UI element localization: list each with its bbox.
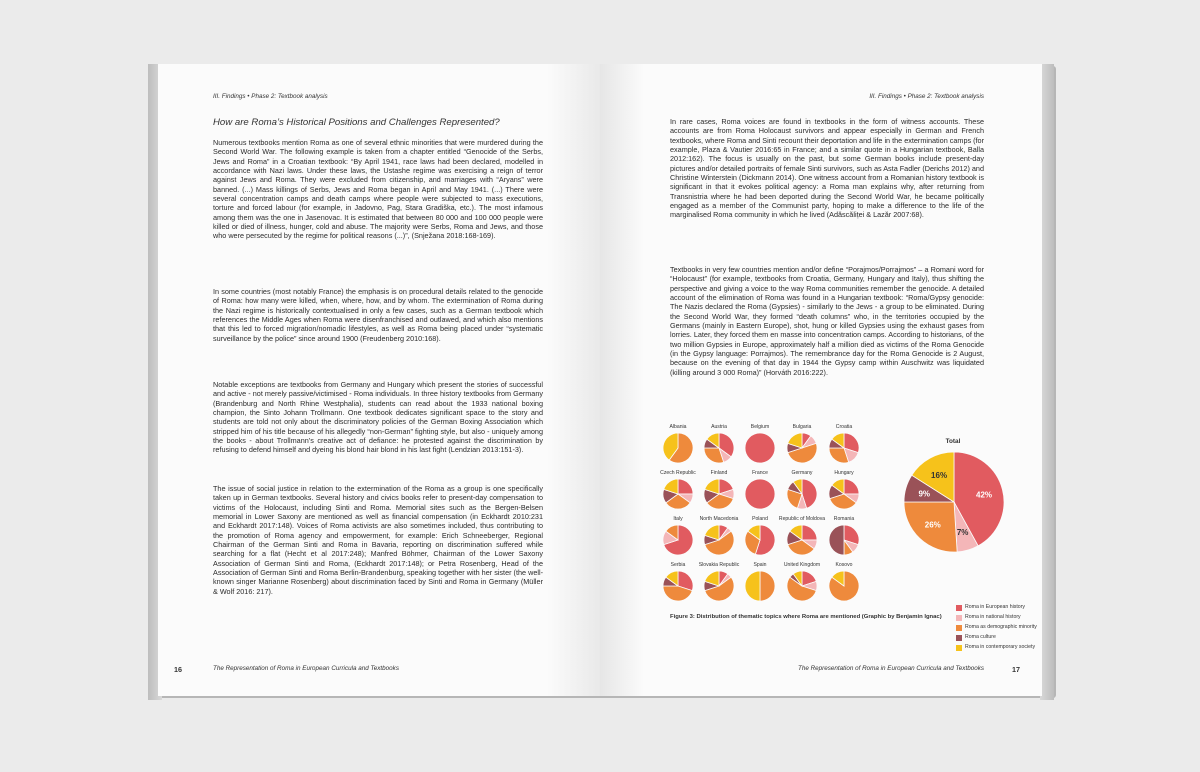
pie-country-label: Spain (753, 562, 767, 568)
footer-title: The Representation of Roma in European Curricula and Textbooks (213, 665, 399, 672)
legend-label: Roma in contemporary society (965, 644, 1036, 650)
paragraph: The issue of social justice in relation to the extermination of the Roma as a group is one specifically taken up in German textbooks. Several history and civics books refer to present-day compensation to victims of the Holocaust, including Sinti and Roma. Memorial sites such as the Bergen-Belsen memorial in Lower Saxony are mentioned as well as financial compensation (in Eckhardt 2010:231 and Eckhardt 2017:148). Voices of Roma activists are also sometimes included, thus contributing to the promotion of Roma agency and empowerment, for example: Erich Schneeberger, Regional Chairman of the German Sinti and Roma in Bavaria, reporting on discrimination suffered while searching for a flat (Hecht et al 2017:248); Manfred Böhmer, Chairman of the Lower Saxony Association of German Sinti and Roma, (Eckhardt 2017:148); or Petra Rosenberg, Head of the Association of German Sinti and Roma Berlin-Brandenburg, speaking together with her sister (the well-known singer Marianne Rosenberg) about discrimination faced by Sinti and Roma in Germany (Müller & Wolf 2016: 217). (213, 484, 543, 596)
legend-swatch (956, 635, 962, 641)
pie-slice (678, 479, 693, 494)
pie-slice (745, 571, 760, 601)
running-head: III. Findings • Phase 2: Textbook analysis (869, 93, 984, 100)
pie-slice (760, 571, 775, 601)
country-pie (744, 524, 776, 556)
country-pie (662, 570, 694, 602)
country-pie (828, 432, 860, 464)
pie-country-label: Belgium (750, 424, 770, 430)
pie-country-label: Finland (710, 470, 728, 476)
running-head: III. Findings • Phase 2: Textbook analysis (213, 93, 328, 100)
country-pie (786, 478, 818, 510)
country-pie (744, 478, 776, 510)
pie-country-label: Serbia (670, 562, 686, 568)
figure-pie-charts (660, 424, 1037, 650)
country-pie (828, 524, 860, 556)
legend-label: Roma culture (965, 634, 996, 640)
pie-data-label: 16% (931, 470, 948, 480)
pie-slice (802, 525, 817, 540)
pie-slice (829, 525, 844, 555)
paragraph: Numerous textbooks mention Roma as one of several ethnic minorities that were murdered during the Second World War. The following example is taken from a chapter entitled “Genocide of the Serbs, Jews and Roma” in a Croatian textbook: “By April 1941, race laws had been declared, modelled in accordance with Nazi laws. Under these laws, the Ustashe regime was exercising a reign of terror against Jews and Roma. They were excluded from citizenship, and marriages with “Aryans” were banned. (...) Mass killings of Serbs, Jews and Roma began in April and May 1941. (...) There were several concentration camps and death camps where people were subjected to mass executions, torture and forced labour (for example, in Jadovno, Pag, Stara Gradiška, etc.). The most infamous among them was the one in Jasenovac. It is estimated that between 80 000 and 100 000 people were killed or died of illness, hunger, cold and abuse. The majority were Serbs, Roma and Jews, and those who were persecuted by the regime for political reasons (...)”, (Snježana 2018:168-169). (213, 138, 543, 241)
pie-country-label: Kosovo (835, 562, 853, 568)
paragraph: Textbooks in very few countries mention and/or define “Porajmos/Porrajmos” – a Romani word for “Holocaust” (for example, textbooks from Croatia, Germany, Hungary and Italy), thus shifting the perspective and giving a voice to the way Roma communities remember the genocide. A detailed account of the elimination of Roma was found in a Hungarian textbook: “Roma/Gypsy genocide: The Nazis declared the Roma (Gypsies) - similarly to the Jews - a group to be eliminated. During the Second World War, they formed “death columns” who, in the territories occupied by the Germans (mainly in Eastern Europe), shot, hung or killed Gypsies using the exhaust gases from lorries. Later, they forced them en masse into concentration camps. According to historians, of the two million Gypsies in Europe, approximately half a million died as victims of the Roma Genocide (in the Gypsy language: Porrajmos). The remembrance day for the Roma Genocide is 2 August, because on the evening of that day in 1944 the Gypsy camp within Auschwitz was liquidated (killing around 3 000 Roma)” (Horváth 2016:222). (670, 265, 984, 377)
pie-country-label: North Macedonia (699, 516, 739, 522)
pie-data-label: 9% (918, 489, 931, 499)
pie-country-label: Albania (669, 424, 687, 430)
legend-label: Roma in European history (965, 604, 1025, 610)
paragraph: In rare cases, Roma voices are found in textbooks in the form of witness accounts. These accounts are from Roma Holocaust survivors and appear especially in German and French textbooks, where Roma and Sinti recount their deportation and life in the extermination camps (for example, Plaza & Vautier 2016:65 in France; and a similar quote in a Hungarian textbook, Balla 2012:162). The focus is usually on the past, but some German books include present-day pictures and/or detailed portraits of female Sinti survivors, such as Asta Fadler (Derichs 2012) and Christine Winterstein (Dickmann 2014). One witness account from a Romanian history textbook is significant in that it evokes political agency: a Roma man explains why, after returning from Transnistria where he had been deported during the Second World War, he became politically engaged as a member of the Communist party, hoping to make a difference to the life of the marginalised Roma community in which he lived (Adăscăliței & Lazăr 2007:68). (670, 117, 984, 220)
legend-swatch (956, 625, 962, 631)
pie-country-label: France (752, 470, 768, 476)
total-pie-title: Total (945, 438, 961, 445)
country-pie (828, 478, 860, 510)
pie-country-label: Slovakia Republic (698, 562, 740, 568)
legend-item (956, 634, 1042, 642)
pie-data-label: 42% (976, 490, 993, 500)
pie-data-label: 26% (924, 520, 941, 530)
pie-country-label: Bulgaria (792, 424, 812, 430)
legend-label: Roma as demographic minority (965, 624, 1037, 630)
country-pie (786, 432, 818, 464)
country-pie (703, 524, 735, 556)
country-pie (744, 432, 776, 464)
pie-country-label: Republic of Moldova (778, 516, 826, 522)
left-page (158, 64, 600, 696)
country-pie (703, 432, 735, 464)
pie-country-label: Poland (752, 516, 768, 522)
legend-item (956, 614, 1042, 622)
book-edge-right (1040, 64, 1054, 700)
total-pie (900, 448, 1008, 556)
country-pie (828, 570, 860, 602)
pie-slice (745, 479, 775, 509)
figure-caption: Figure 3: Distribution of thematic topics where Roma are mentioned (Graphic by Benjamin Ignac) (670, 614, 942, 620)
pie-country-label: Germany (791, 470, 813, 476)
legend-swatch (956, 615, 962, 621)
country-pie (786, 524, 818, 556)
legend-item (956, 604, 1042, 612)
pie-country-label: Croatia (835, 424, 853, 430)
paragraph: In some countries (most notably France) the emphasis is on procedural details related to the genocide of Roma: how many were killed, when, where, how, and by whom. The extermination of Roma during the Nazi regime is historically contextualised in only a few cases, such as a German textbook which references the Middle Ages when Roma were disenfranchised and outlawed, and which also mentions that this led to forced migration/nomadic lifestyles, as well as Roma being placed under “systematic surveillance by the police” since around 1900 (Freudenberg 2010:168). (213, 287, 543, 343)
legend-item (956, 624, 1042, 632)
country-pie (703, 570, 735, 602)
paragraph: Notable exceptions are textbooks from Germany and Hungary which present the stories of successful and active - not merely passive/victimised - Roma individuals. In three history textbooks from Germany (Brandenburg and North Rhine Westphalia), students can read about the 1933 national boxing champion, the Sinto Johann Trollmann. One textbook dedicates significant space to the story and students are told not only about the discriminatory policies of the German Boxing Association which stripped him of his title because of his allegedly “non-German” fighting style, but also - uniquely among the books - about Trollmann’s creative act of defiance: he protested against the discrimination by refusing to defend himself and dyeing his blond hair blond in his last fight (Lendzian 2013:151-3). (213, 380, 543, 455)
pie-data-label: 7% (956, 527, 969, 537)
country-pie (662, 432, 694, 464)
pie-country-label: Czech Republic (660, 470, 696, 476)
country-pie (662, 478, 694, 510)
pie-slice (745, 433, 775, 463)
footer-title: The Representation of Roma in European Curricula and Textbooks (798, 665, 984, 672)
pie-country-label: Austria (711, 424, 727, 430)
page-number: 17 (1012, 665, 1020, 674)
right-page (600, 64, 1042, 696)
legend-swatch (956, 645, 962, 651)
country-pie (703, 478, 735, 510)
legend-swatch (956, 605, 962, 611)
pie-country-label: Hungary (834, 470, 854, 476)
country-pie (786, 570, 818, 602)
country-pie (662, 524, 694, 556)
legend-item (956, 644, 1042, 652)
country-pie (744, 570, 776, 602)
pie-country-label: Italy (673, 516, 683, 522)
page-number: 16 (174, 665, 182, 674)
legend-label: Roma in national history (965, 614, 1021, 620)
pie-slice (844, 479, 859, 494)
pie-country-label: Romania (833, 516, 855, 522)
section-heading: How are Roma’s Historical Positions and Challenges Represented? (213, 117, 500, 128)
pie-country-label: United Kingdom (783, 562, 821, 568)
